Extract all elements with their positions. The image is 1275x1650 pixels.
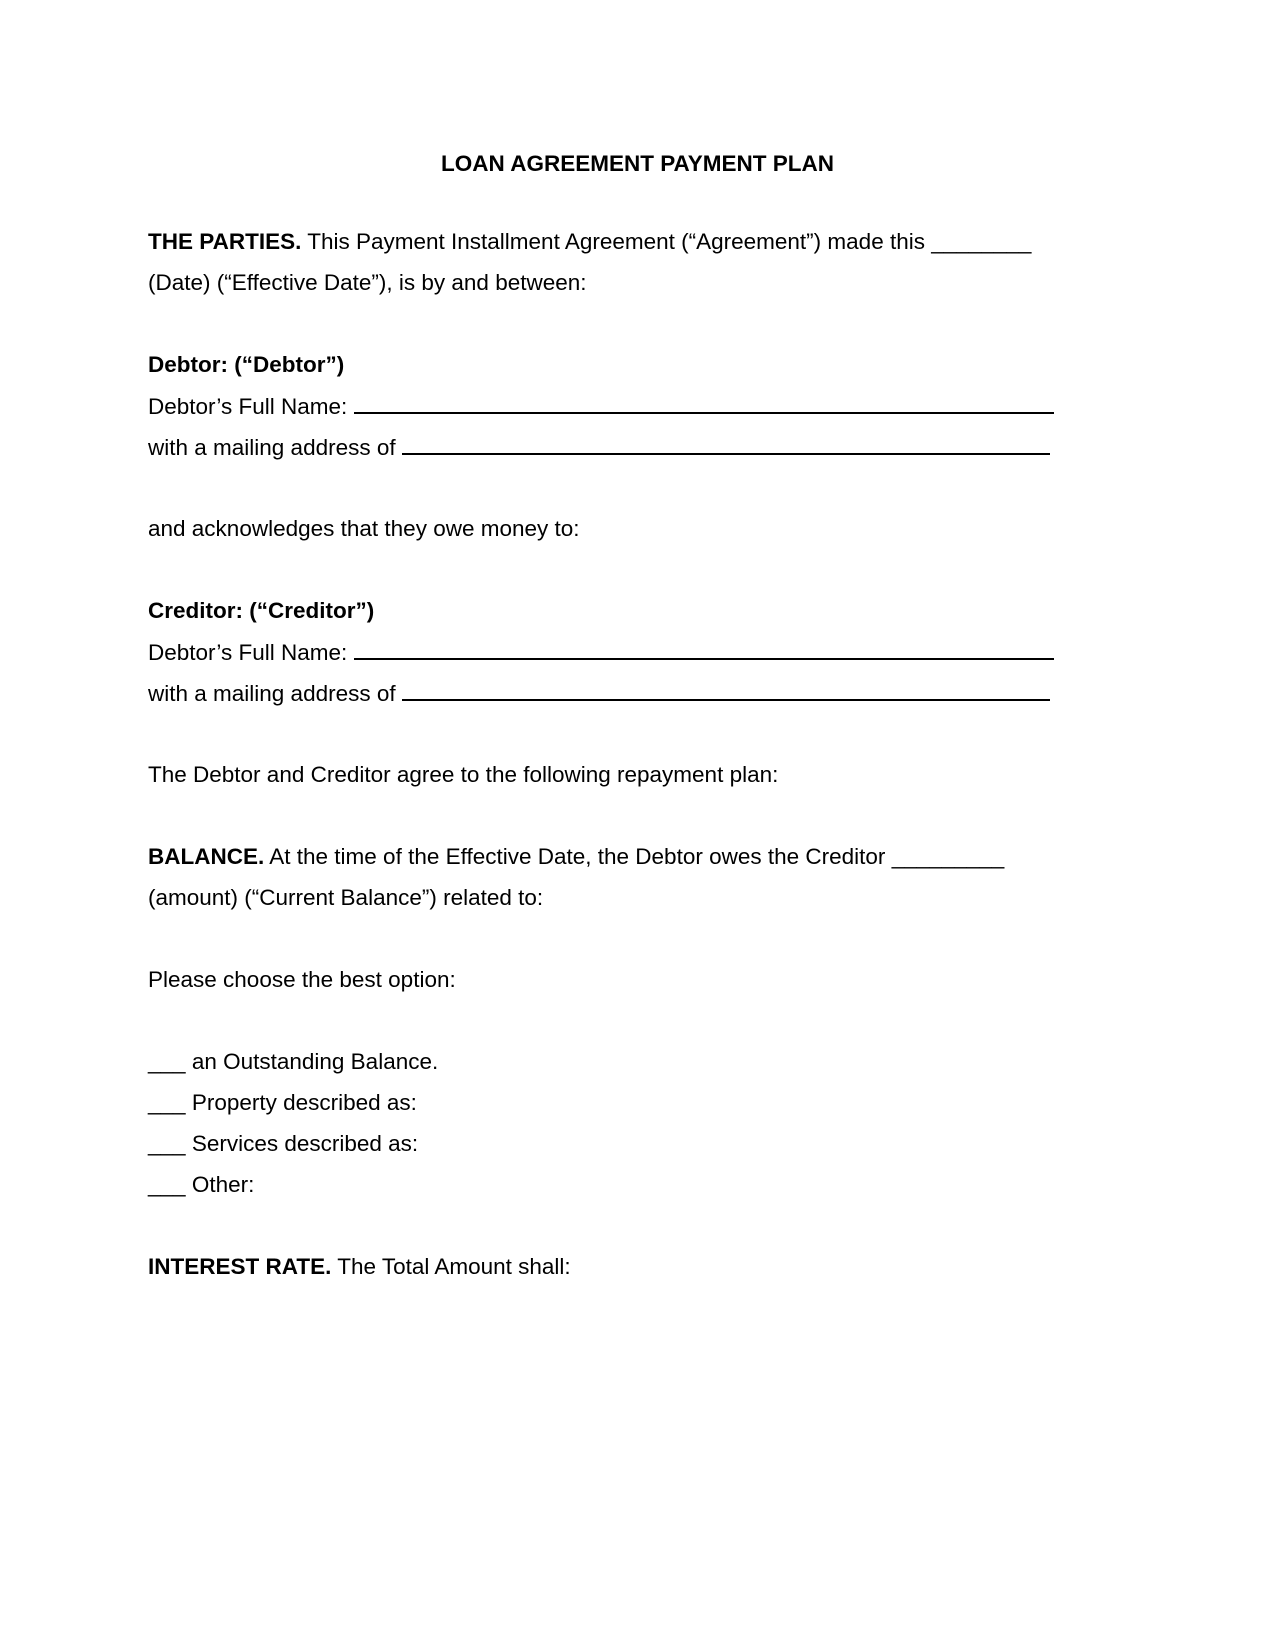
option-label: Other: [191,1172,255,1197]
acknowledge-text: and acknowledges that they owe money to: [148,516,580,541]
balance-text: At the time of the Effective Date, the Debtor owes the Creditor [269,844,886,869]
parties-paragraph-line-1 [148,228,1031,256]
agree-text: The Debtor and Creditor agree to the following repayment plan: [148,762,779,787]
creditor-name-row [148,638,1054,667]
option-label: Property described as: [191,1090,417,1115]
option-outstanding-balance [148,1048,438,1076]
option-check-blank[interactable]: ___ [148,1131,186,1156]
interest-heading: INTEREST RATE. [148,1254,332,1279]
parties-text: This Payment Installment Agreement (“Agreement”) made this [307,229,925,254]
debtor-address-field[interactable] [402,433,1050,455]
creditor-heading: Creditor: (“Creditor”) [148,598,375,623]
debtor-name-row [148,392,1054,421]
option-label: Services described as: [191,1131,419,1156]
creditor-address-label: with a mailing address of [148,681,396,706]
interest-paragraph [148,1253,571,1281]
debtor-heading: Debtor: (“Debtor”) [148,352,345,377]
debtor-address-label: with a mailing address of [148,435,396,460]
debtor-name-field[interactable] [354,392,1054,414]
creditor-name-label: Debtor’s Full Name: [148,640,348,665]
debtor-name-label: Debtor’s Full Name: [148,394,348,419]
option-property [148,1089,417,1117]
parties-heading: THE PARTIES. [148,229,302,254]
debtor-address-row [148,433,1050,462]
document-title: LOAN AGREEMENT PAYMENT PLAN [441,151,834,176]
option-check-blank[interactable]: ___ [148,1172,186,1197]
option-check-blank[interactable]: ___ [148,1049,186,1074]
option-other [148,1171,254,1199]
option-check-blank[interactable]: ___ [148,1090,186,1115]
option-services [148,1130,418,1158]
creditor-address-field[interactable] [402,679,1050,701]
balance-heading: BALANCE. [148,844,265,869]
creditor-name-field[interactable] [354,638,1054,660]
balance-paragraph-line-1 [148,843,1004,871]
balance-paragraph-line-2: (amount) (“Current Balance”) related to: [148,885,544,910]
option-label: an Outstanding Balance. [191,1049,439,1074]
creditor-address-row [148,679,1050,708]
interest-text: The Total Amount shall: [337,1254,571,1279]
parties-paragraph-line-2: (Date) (“Effective Date”), is by and between: [148,270,587,295]
effective-date-blank[interactable]: ________ [931,229,1032,254]
balance-amount-blank[interactable]: _________ [891,844,1005,869]
choose-text: Please choose the best option: [148,967,456,992]
